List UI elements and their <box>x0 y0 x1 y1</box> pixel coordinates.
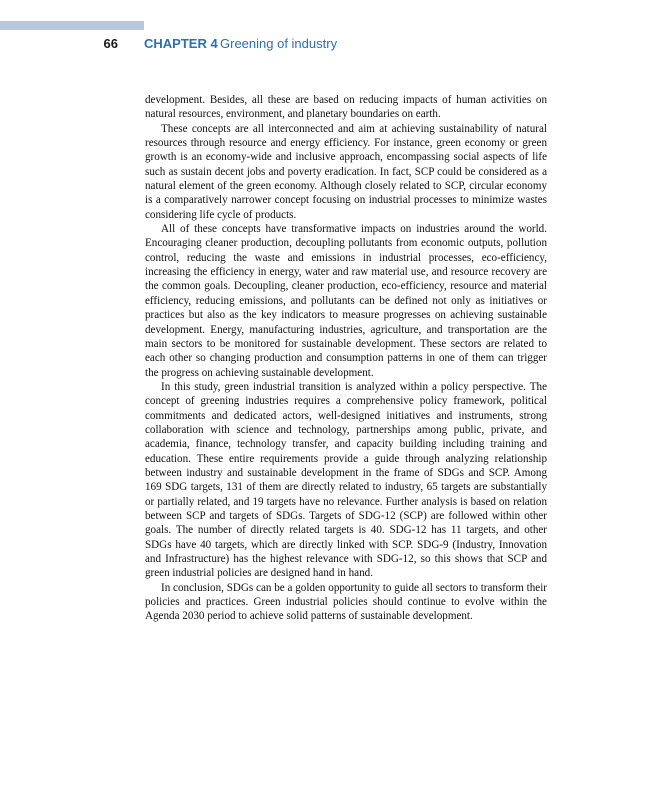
paragraph: In conclusion, SDGs can be a golden opportunity to guide all sectors to transform their policies and practices. Green industrial policies should continue to evolve within the Agenda 2030 period to achieve solid patterns of sustainable development. <box>145 581 547 623</box>
chapter-title: Greening of industry <box>220 36 338 51</box>
running-header <box>0 35 648 55</box>
header-accent-bar <box>0 21 144 30</box>
page-number: 66 <box>103 36 118 51</box>
paragraph: These concepts are all interconnected and aim at achieving sustainability of natural resources through resource and energy efficiency. For instance, green economy or green growth is an economy-wide and inclusive approach, encompassing social aspects of life such as sustain decent jobs and poverty eradication. In fact, SCP could be considered as a natural element of the green economy. Although closely related to SCP, circular economy is a comparatively narrower concept focusing on industrial processes to minimize wastes considering life cycle of products. <box>145 122 547 221</box>
body-text <box>145 93 547 624</box>
chapter-label: CHAPTER 4 <box>144 36 218 51</box>
paragraph: development. Besides, all these are based on reducing impacts of human activities on natural resources, environment, and planetary boundaries on earth. <box>145 94 547 121</box>
paragraph: In this study, green industrial transition is analyzed within a policy perspective. The concept of greening industries requires a comprehensive policy framework, political commitments and dedicated actors, well-designed initiatives and instruments, strong collaboration with science and technology, partnerships among public, private, and academia, finance, technology transfer, and capacity building including training and education. These entire requirements provide a guide through analyzing relationship between industry and sustainable development in the frame of SDGs and SCP. Among 169 SDG targets, 131 of them are directly related to industry, 65 targets are substantially or partially related, and 19 targets have no relevance. Further analysis is based on relation between SCP and targets of SDGs. Targets of SDG-12 (SCP) are followed within other goals. The number of directly related targets is 40. SDG-12 has 11 targets, and other SDGs have 40 targets, which are directly linked with SCP. SDG-9 (Industry, Innovation and Infrastructure) has the highest relevance with SDG-12, so this shows that SCP and green industrial policies are designed hand in hand. <box>145 380 547 580</box>
paragraph: All of these concepts have transformative impacts on industries around the world. Encouraging cleaner production, decoupling pollutants from economic outputs, pollution control, reducing the waste and emissions in industrial processes, eco-efficiency, increasing the efficiency in energy, water and raw material use, and resource recovery are the common goals. Decoupling, cleaner production, eco-efficiency, resource and material efficiency, reducing emissions, and pollutants can be defined not only as initiatives or practices but also as the key indicators to measure progresses on achieving sustainable development. Energy, manufacturing industries, agriculture, and transportation are the main sectors to be monitored for sustainable development. These sectors are related to each other so changing production and consumption patterns in one of them can trigger the progress on achieving sustainable development. <box>145 223 547 379</box>
